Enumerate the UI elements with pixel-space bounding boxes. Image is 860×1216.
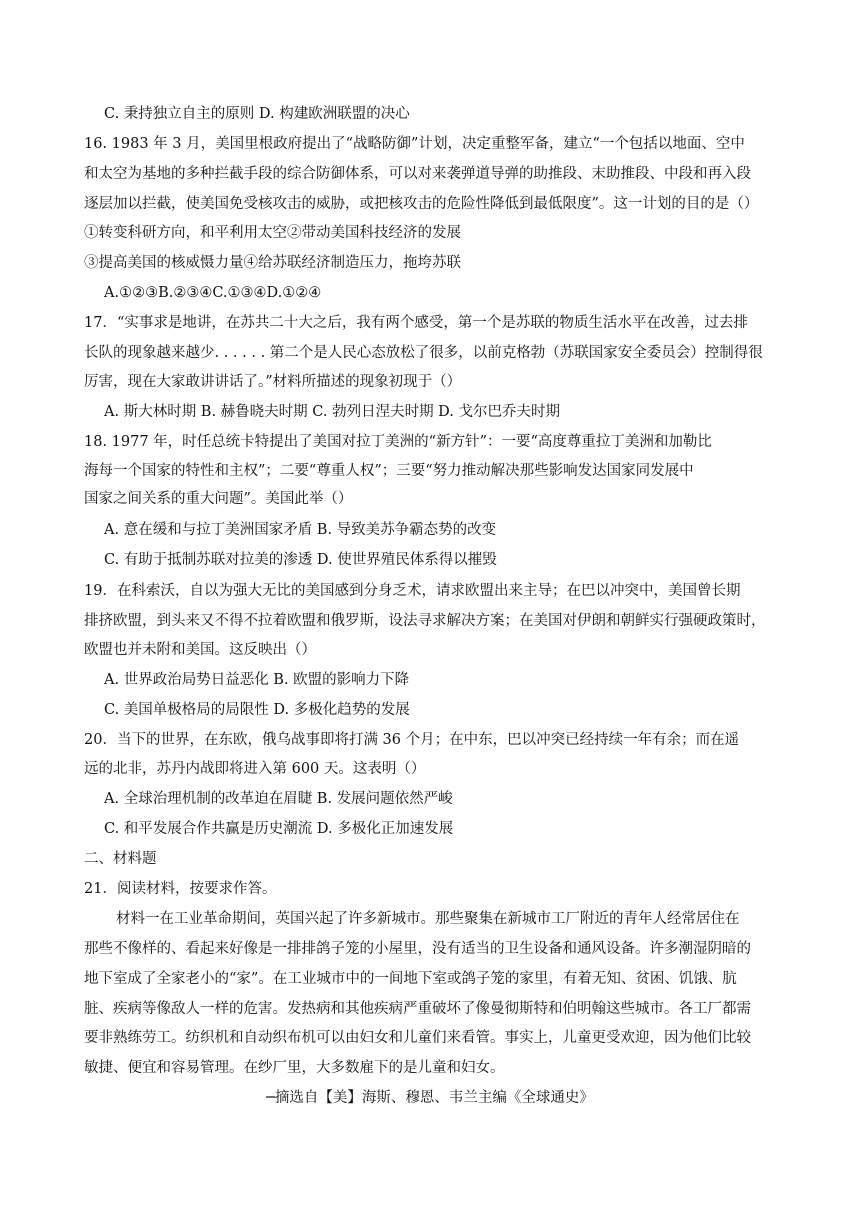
q19-options-cd: C. 美国单极格局的局限性 D. 多极化趋势的发展 (104, 702, 410, 718)
material-line-5: 要非熟练劳工。纺织机和自动织布机可以由妇女和儿童们来看管。事实上，儿童更受欢迎，因为他们比较 (84, 1030, 751, 1046)
q20-options-ab: A. 全球治理机制的改革迫在眉睫 B. 发展问题依然严峻 (104, 791, 453, 807)
q18-line-3: 国家之间关系的重大问题”。美国此举（） (84, 491, 353, 507)
q16-line-1: 16. 1983 年 3 月，美国里根政府提出了“战略防御”计划，决定重整军备，建立“一个包括以地面、空中 (84, 136, 745, 152)
q19-line-1: 19．在科索沃，自以为强大无比的美国感到分身乏术，请求欧盟出来主导；在巴以冲突中，美国曾长期 (84, 583, 741, 599)
section-heading: 二、材料题 (84, 851, 157, 867)
q18-options-ab: A. 意在缓和与拉丁美洲国家矛盾 B. 导致美苏争霸态势的改变 (104, 522, 497, 538)
q17-options: A. 斯大林时期 B. 赫鲁晓夫时期 C. 勃列日涅夫时期 D. 戈尔巴乔夫时期 (104, 404, 561, 420)
material-line-1: 材料一在工业革命期间，英国兴起了许多新城市。那些聚集在新城市工厂附近的青年人经常居住在 (116, 911, 740, 927)
q20-line-2: 远的北非，苏丹内战即将进入第 600 天。这表明（） (84, 761, 426, 777)
q17-line-1: 17．“实事求是地讲，在苏共二十大之后，我有两个感受，第一个是苏联的物质生活水平在改善，过去排 (84, 315, 748, 331)
q20-options-cd: C. 和平发展合作共赢是历史潮流 D. 多极化正加速发展 (104, 821, 454, 837)
material-source: ─摘选自【美】海斯、穆恩、韦兰主编《全球通史》 (266, 1090, 594, 1106)
q18-line-2: 海每一个国家的特性和主权”；二要“尊重人权”；三要“努力推动解决那些影响发达国家同发展中 (84, 463, 694, 479)
q19-line-2: 排挤欧盟，到头来又不得不拉着欧盟和俄罗斯，设法寻求解决方案；在美国对伊朗和朝鲜实行强硬政策时， (84, 613, 766, 629)
q16-line-2: 和太空为基地的多种拦截手段的综合防御体系，可以对来袭弹道导弹的助推段、末助推段、中段和再入段 (84, 166, 751, 182)
q18-line-1: 18. 1977 年，时任总统卡特提出了美国对拉丁美洲的“新方针”：一要“高度尊重拉丁美洲和加勒比 (84, 434, 712, 450)
q17-line-3: 厉害，现在大家敢讲讲话了。”材料所描述的现象初现于（） (84, 374, 462, 390)
q16-line-3: 逐层加以拦截，使美国免受核攻击的威胁，或把核攻击的危险性降低到最低限度”。这一计划的目的是（） (84, 196, 759, 212)
q15-options-cd: C. 秉持独立自主的原则 D. 构建欧洲联盟的决心 (104, 106, 410, 122)
q16-options: A.①②③B.②③④C.①③④D.①②④ (104, 285, 322, 301)
material-line-3: 地下室成了全家老小的“家”。在工业城市中的一间地下室或鸽子笼的家里，有着无知、贫困、饥饿、肮 (84, 971, 737, 987)
q21-intro: 21．阅读材料，按要求作答。 (84, 881, 277, 897)
q17-line-2: 长队的现象越来越少. . . . . . 第二个是人民心态放松了很多，以前克格勃（苏联国家安全委员会）控制得很 (84, 345, 763, 361)
q18-options-cd: C. 有助于抵制苏联对拉美的渗透 D. 使世界殖民体系得以摧毁 (104, 552, 497, 568)
q16-line-4: ①转变科研方向，和平利用太空②带动美国科技经济的发展 (84, 225, 461, 241)
q19-line-3: 欧盟也并未附和美国。这反映出（） (84, 642, 316, 658)
material-line-4: 脏、疾病等像敌人一样的危害。发热病和其他疾病严重破坏了像曼彻斯特和伯明翰这些城市。各工厂都需 (84, 1001, 751, 1017)
q16-line-5: ③提高美国的核威慑力量④给苏联经济制造压力，拖垮苏联 (84, 255, 461, 271)
q20-line-1: 20．当下的世界，在东欧，俄乌战事即将打满 36 个月；在中东，巴以冲突已经持续一年有余；而在遥 (84, 732, 740, 748)
q19-options-ab: A. 世界政治局势日益恶化 B. 欧盟的影响力下降 (104, 672, 410, 688)
material-line-2: 那些不像样的、看起来好像是一排排鸽子笼的小屋里，没有适当的卫生设备和通风设备。许多潮湿阴暗的 (84, 941, 751, 957)
material-line-6: 敏捷、便宜和容易管理。在纱厂里，大多数雇下的是儿童和妇女。 (84, 1060, 505, 1076)
